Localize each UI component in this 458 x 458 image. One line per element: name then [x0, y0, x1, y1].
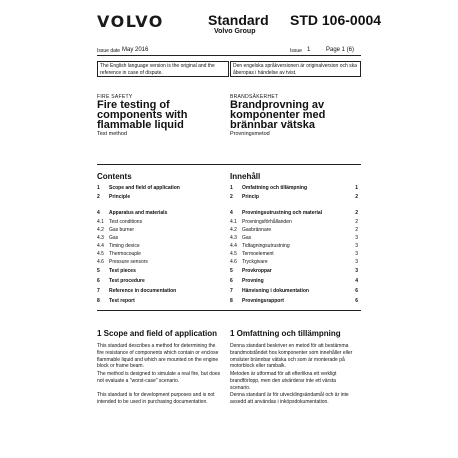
toc-row[interactable]: [97, 193, 227, 202]
toc-title: Test conditions: [109, 219, 143, 225]
toc-number: 1: [97, 185, 100, 191]
toc-row[interactable]: [230, 277, 360, 286]
toc-row[interactable]: [97, 184, 227, 193]
toc-page-number: 3: [355, 243, 358, 249]
toc-title: Princip: [242, 194, 259, 200]
toc-number: 8: [97, 298, 100, 304]
toc-title: Scope and field of application: [109, 185, 180, 191]
toc-title: Test pieces: [109, 268, 136, 274]
toc-number: 4.1: [97, 219, 104, 225]
volvo-logo: VOLVO: [97, 12, 164, 31]
toc-title: Gasbrännare: [242, 227, 272, 233]
toc-title: Principle: [109, 194, 131, 200]
toc-page-number: 2: [355, 194, 358, 200]
toc-number: 4: [230, 210, 233, 216]
toc-page-number: 3: [355, 259, 358, 265]
toc-number: 1: [230, 185, 233, 191]
toc-page-number: 2: [355, 219, 358, 225]
toc-page-number: 3: [355, 268, 358, 274]
organization-name: Volvo Group: [214, 28, 256, 35]
section1-heading-sv: 1 Omfattning och tillämpning: [230, 329, 341, 338]
toc-page-number: 6: [355, 298, 358, 304]
section1-paragraph-sv: Denna standard beskriver en metod för att bestämma brandmotståndet hos komponenter som innehåller eller omsluter brännbar vätska och som är monterade på motorblock eller rambalk.: [230, 343, 353, 370]
section1-paragraph-en: This standard is for development purposes and is not intended to be used in purchasing documentation.: [97, 392, 215, 405]
toc-title: Gas: [109, 235, 119, 241]
toc-row[interactable]: [230, 258, 360, 267]
issue-date-value: May 2016: [122, 47, 149, 53]
toc-number: 4.3: [97, 235, 104, 241]
subtitle-en: Test method: [97, 131, 127, 137]
toc-number: 4.4: [230, 243, 237, 249]
toc-number: 7: [230, 288, 233, 294]
toc-title: Apparatus and materials: [109, 210, 168, 216]
toc-page-number: 1: [355, 185, 358, 191]
toc-number: 4: [97, 210, 100, 216]
subtitle-sv: Provningsmetod: [230, 131, 270, 137]
category-en: FIRE SAFETY: [97, 94, 133, 100]
toc-row[interactable]: [97, 209, 227, 218]
section1-paragraph-en: The method is designed to simulate a real fire, but does not evaluate a "worst-case" scenario.: [97, 371, 221, 384]
toc-number: 6: [97, 278, 100, 284]
category-sv: BRANDSÄKERHET: [230, 94, 279, 100]
toc-row[interactable]: [97, 267, 227, 276]
toc-number: 8: [230, 298, 233, 304]
toc-number: 4.5: [97, 251, 104, 257]
toc-row[interactable]: [230, 184, 360, 193]
toc-title: Termoelement: [242, 251, 274, 257]
toc-number: 2: [97, 194, 100, 200]
toc-number: 6: [230, 278, 233, 284]
toc-number: 4.2: [97, 227, 104, 233]
toc-row[interactable]: [230, 209, 360, 218]
toc-number: 4.6: [230, 259, 237, 265]
section1-paragraph-sv: Denna standard är för utvecklingsändamål och är inte avsedd att användas i inköpsdokumentation.: [230, 392, 349, 405]
english-notice-text: The English language version is the original and the reference in case of dispute.: [100, 63, 215, 76]
contents-heading: Contents: [97, 172, 132, 181]
toc-title: Tidtagningsutrustning: [242, 243, 290, 249]
section1-paragraph-en: This standard describes a method for determining the fire resistance of components which contain or enclose flammable liquid and which are mounted on the engine block or frame beam.: [97, 343, 219, 370]
toc-number: 5: [97, 268, 100, 274]
swedish-notice-box: [230, 61, 361, 77]
swedish-notice-text: Den engelska språkversionen är originalversion och ska åberopas i händelse av tvist.: [233, 63, 357, 76]
toc-title: Provning: [242, 278, 264, 284]
toc-title: Thermocouple: [109, 251, 141, 257]
section1-paragraph-sv: Metoden är utformad för att efterlikna ett verkligt brandförlopp, men den utvärderar inte ett värsta scenario.: [230, 371, 337, 391]
standard-title: Standard: [208, 12, 269, 28]
header-divider: [97, 55, 361, 56]
toc-number: 2: [230, 194, 233, 200]
toc-title: Test procedure: [109, 278, 145, 284]
toc-title: Provningsförhållanden: [242, 219, 292, 225]
toc-title: Pressure sensors: [109, 259, 148, 265]
toc-row[interactable]: [230, 297, 360, 306]
toc-page-number: 4: [355, 278, 358, 284]
toc-page-number: 3: [355, 235, 358, 241]
toc-row[interactable]: [97, 258, 227, 267]
toc-number: 4.5: [230, 251, 237, 257]
toc-number: 4.3: [230, 235, 237, 241]
issue-value: 1: [307, 47, 311, 53]
title-sv: Brandprovning av komponenter med brännbar vätska: [230, 99, 326, 131]
toc-title: Reference in documentation: [109, 288, 177, 294]
toc-title: Gas burner: [109, 227, 135, 233]
toc-number: 4.6: [97, 259, 104, 265]
toc-row[interactable]: [97, 277, 227, 286]
toc-title: Test report: [109, 298, 135, 304]
toc-row[interactable]: [230, 193, 360, 202]
toc-number: 7: [97, 288, 100, 294]
toc-page-number: 2: [355, 210, 358, 216]
standard-number: STD 106-0004: [290, 12, 382, 28]
toc-row[interactable]: [230, 267, 360, 276]
toc-title: Hänvisning i dokumentation: [242, 288, 309, 294]
toc-title: Timing device: [109, 243, 140, 249]
toc-title: Tryckgivare: [242, 259, 268, 265]
toc-row[interactable]: [97, 297, 227, 306]
issue-label: Issue: [290, 48, 302, 54]
toc-title: Gas: [242, 235, 252, 241]
toc-title: Provkroppar: [242, 268, 272, 274]
toc-row[interactable]: [97, 287, 227, 296]
section1-heading-en: 1 Scope and field of application: [97, 329, 218, 338]
toc-divider: [97, 310, 361, 311]
page-number: Page 1 (6): [326, 47, 355, 53]
toc-row[interactable]: [230, 287, 360, 296]
toc-page-number: 3: [355, 251, 358, 257]
toc-page-number: 6: [355, 288, 358, 294]
toc-number: 4.1: [230, 219, 237, 225]
toc-title: Provningsutrustning och material: [242, 210, 323, 216]
toc-title: Omfattning och tillämpning: [242, 185, 307, 191]
toc-number: 5: [230, 268, 233, 274]
english-notice-box: [97, 61, 229, 77]
toc-page-number: 2: [355, 227, 358, 233]
toc-title: Provningsrapport: [242, 298, 284, 304]
title-divider: [97, 164, 361, 165]
issue-date-label: Issue date: [97, 48, 121, 54]
innehall-heading: Innehåll: [230, 172, 261, 181]
toc-number: 4.2: [230, 227, 237, 233]
title-en: Fire testing of components with flammable liquid: [97, 99, 188, 131]
toc-number: 4.4: [97, 243, 104, 249]
